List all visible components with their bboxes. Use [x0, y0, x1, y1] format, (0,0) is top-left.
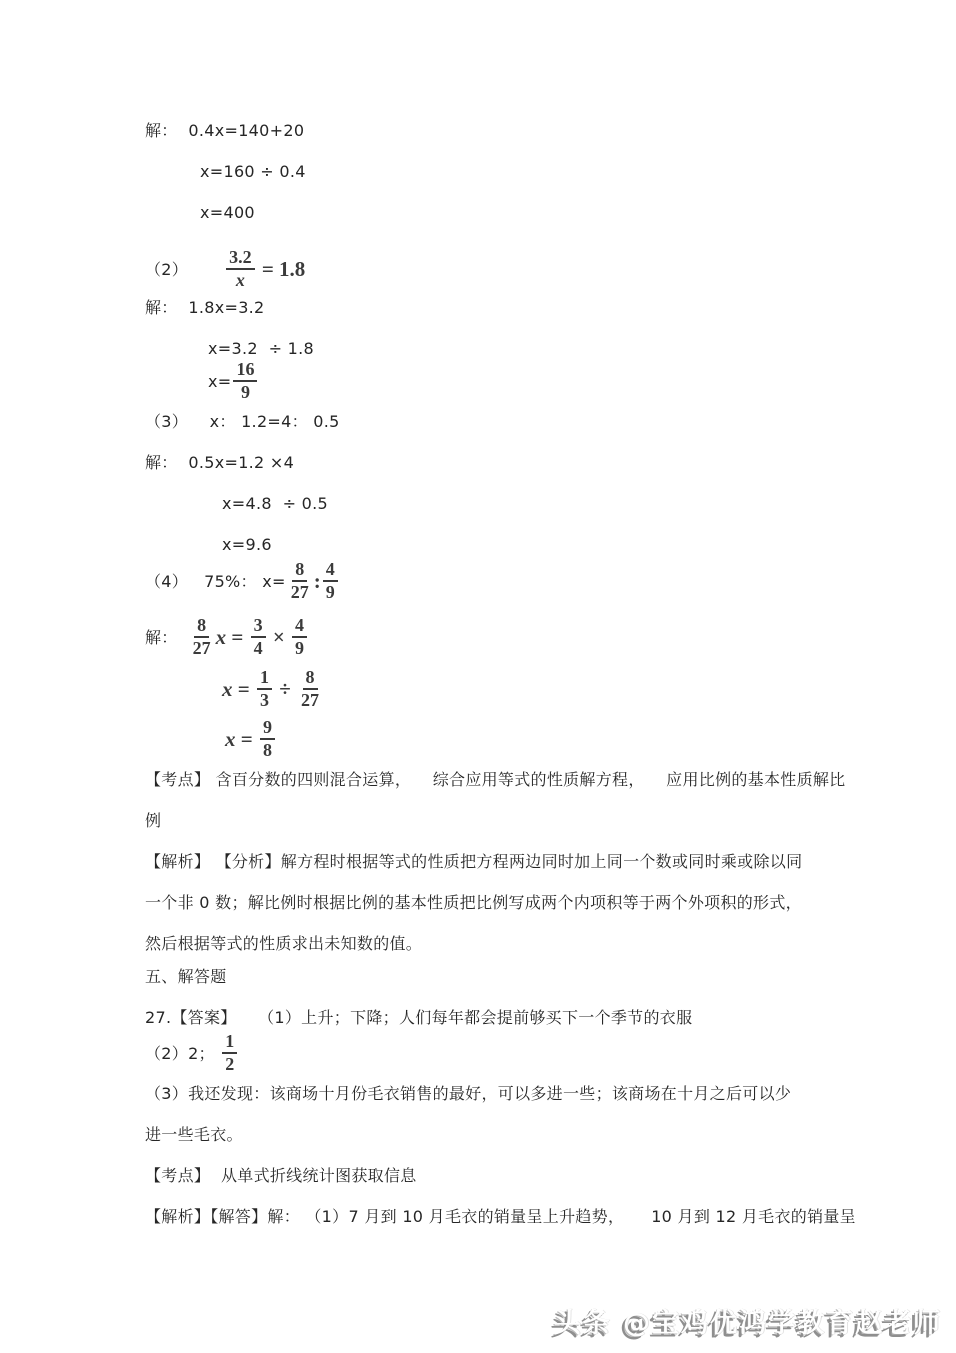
fraction	[257, 667, 272, 710]
text-segment: x=	[208, 371, 232, 391]
fraction-denominator: 4	[253, 638, 263, 658]
solution3-step1	[145, 454, 926, 471]
fraction	[323, 559, 338, 602]
math-text: ×	[267, 624, 291, 649]
text-segment: （4）	[145, 571, 189, 591]
fraction	[251, 615, 266, 658]
math-text: x =	[222, 676, 255, 701]
text-segment: 【考点】 含百分数的四则混合运算， 综合应用等式的性质解方程， 应用比例的基本性质解比	[145, 770, 846, 789]
fraction	[292, 615, 307, 658]
math-text: :	[313, 568, 321, 593]
solution4-step2	[222, 665, 926, 713]
text-segment: 例	[145, 811, 162, 830]
fraction-numerator: 16	[233, 359, 257, 382]
text-segment: 然后根据等式的性质求出未知数的值。	[145, 934, 423, 953]
fraction	[226, 247, 255, 290]
problem4-equation	[145, 557, 926, 605]
text-segment: x=160 ÷ 0.4	[200, 162, 306, 181]
solution2-step2	[208, 340, 926, 357]
solution4-step1	[145, 613, 926, 661]
problem3-equation	[145, 413, 926, 430]
fraction	[190, 615, 214, 658]
text-segment: 75%： x=	[204, 571, 286, 591]
exam-point-27	[145, 1167, 926, 1184]
text-segment: x=4.8 ÷ 0.5	[222, 494, 329, 513]
fraction-numerator: 4	[292, 615, 307, 638]
text-segment: 一个非 0 数；解比例时根据比例的基本性质把比例写成两个内项积等于两个外项积的形式，	[145, 893, 802, 912]
spacer	[188, 269, 224, 270]
math-text: ÷	[273, 676, 296, 701]
text-segment: 27.【答案】 （1）上升；下降；人们每年都会提前够买下一个季节的衣服	[145, 1008, 693, 1027]
fraction-denominator: 27	[301, 690, 319, 710]
fraction-numerator: 1	[257, 667, 272, 690]
analysis-26-line2	[145, 894, 926, 911]
fraction-numerator: 8	[292, 559, 307, 582]
text-segment: 解： 1.8x=3.2	[145, 298, 265, 317]
section5-heading	[145, 968, 926, 985]
spacer	[178, 637, 188, 638]
analysis-26-line3	[145, 935, 926, 952]
fraction	[233, 359, 257, 402]
text-segment: 【解析】 【分析】解方程时根据等式的性质把方程两边同时加上同一个数或同时乘或除以同	[145, 852, 803, 871]
fraction-numerator: 3.2	[226, 247, 255, 270]
fraction-denominator: 3	[259, 690, 269, 710]
analysis-26-line1	[145, 853, 926, 870]
text-segment: 解： 0.5x=1.2 ×4	[145, 453, 295, 472]
text-segment: 【考点】 从单式折线统计图获取信息	[145, 1166, 417, 1185]
watermark: 头条 @宝鸡优鸿学教育赵老师	[553, 1308, 942, 1339]
text-segment: 五、解答题	[145, 967, 227, 986]
fraction	[222, 1031, 237, 1074]
solution4-step3	[225, 715, 926, 763]
exam-point-26-line2	[145, 812, 926, 829]
solution1-step1	[145, 122, 926, 139]
text-segment: （3） x： 1.2=4： 0.5	[145, 412, 340, 431]
fraction-denominator: 2	[225, 1054, 235, 1074]
math-text: x =	[215, 624, 249, 649]
text-segment: 解： 0.4x=140+20	[145, 121, 305, 140]
solution2-step3	[208, 357, 926, 405]
fraction-numerator: 8	[194, 615, 209, 638]
fraction-numerator: 8	[303, 667, 318, 690]
fraction	[260, 717, 275, 760]
fraction-denominator: 27	[290, 582, 309, 602]
exam-point-26-line1	[145, 771, 926, 788]
text-segment: （2）	[145, 259, 189, 279]
fraction-denominator: 8	[262, 740, 272, 760]
math-text: x =	[225, 726, 258, 751]
fraction-numerator: 4	[323, 559, 338, 582]
problem2-equation	[145, 245, 926, 293]
solution2-step1	[145, 299, 926, 316]
fraction	[298, 667, 322, 710]
solution1-step2	[200, 163, 926, 180]
text-segment: （2）2；	[145, 1043, 221, 1063]
answer27-part3-line2	[145, 1126, 926, 1143]
fraction-numerator: 3	[251, 615, 266, 638]
answer27-part3-line1	[145, 1085, 926, 1102]
math-text: = 1.8	[256, 256, 306, 281]
solution3-step2	[222, 495, 926, 512]
analysis-27-line1	[145, 1208, 926, 1225]
answer27-part1	[145, 1009, 926, 1026]
spacer	[188, 581, 204, 582]
fraction-numerator: 1	[222, 1031, 237, 1054]
text-segment: 解：	[145, 627, 178, 647]
text-segment: 进一些毛衣。	[145, 1125, 243, 1144]
text-segment: x=9.6	[222, 535, 272, 554]
text-segment: x=3.2 ÷ 1.8	[208, 339, 315, 358]
answer27-part2	[145, 1029, 926, 1077]
solution3-step3	[222, 536, 926, 553]
fraction	[288, 559, 312, 602]
fraction-denominator: x	[235, 270, 245, 290]
text-segment: x=400	[200, 203, 255, 222]
fraction-numerator: 9	[260, 717, 275, 740]
text-segment: 【解析】【解答】解： （1）7 月到 10 月毛衣的销量呈上升趋势， 10 月到 12 月毛衣的销量呈	[145, 1207, 856, 1226]
fraction-denominator: 9	[325, 582, 335, 602]
fraction-denominator: 27	[192, 638, 211, 658]
text-segment: （3）我还发现：该商场十月份毛衣销售的最好，可以多进一些；该商场在十月之后可以少	[145, 1084, 792, 1103]
fraction-denominator: 9	[240, 382, 250, 402]
solution1-step3	[200, 204, 926, 221]
fraction-denominator: 9	[295, 638, 305, 658]
